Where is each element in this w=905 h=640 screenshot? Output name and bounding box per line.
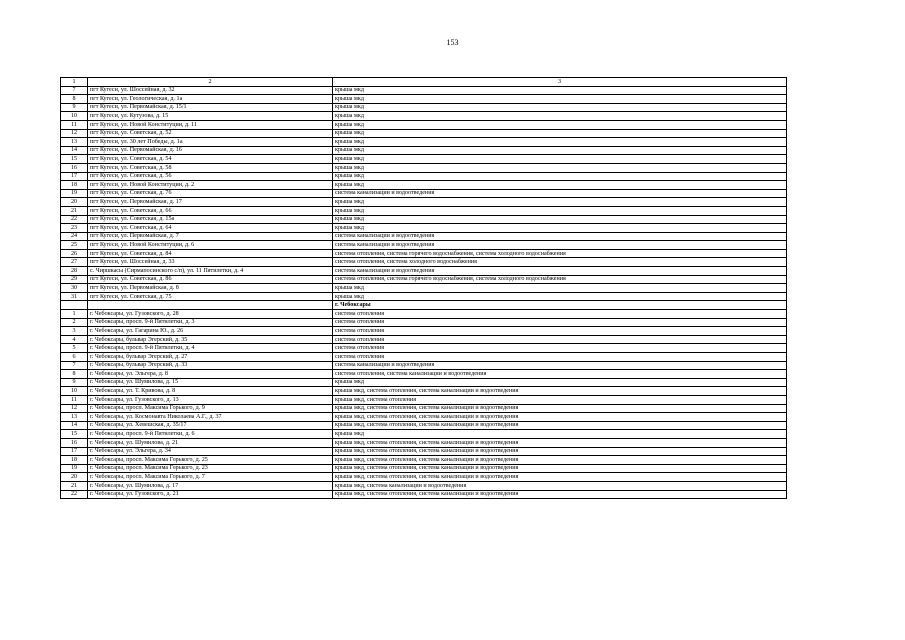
row-number: 19: [61, 189, 88, 198]
table-row: [61, 215, 787, 224]
address-cell: г. Чебоксары, ул. Т. Кривова, д. 8: [88, 387, 333, 396]
address-cell: пгт Кугеси, ул. Первомайская, д. 16: [88, 146, 333, 155]
work-type-cell: крыша мкд: [333, 172, 787, 181]
address-cell: г. Чебоксары, бульвар Эгерский, д. 35: [88, 335, 333, 344]
address-cell: пгт Кугеси, ул. Советская, д. 75: [88, 292, 333, 301]
address-cell: пгт Кугеси, ул. Кутузова, д. 15: [88, 112, 333, 121]
section-address-cell: [88, 301, 333, 310]
row-number: 7: [61, 86, 88, 95]
row-number: 14: [61, 421, 88, 430]
table-row: [61, 292, 787, 301]
row-number: 11: [61, 120, 88, 129]
table-row: [61, 447, 787, 456]
table-row: [61, 370, 787, 379]
address-cell: г. Чебоксары, ул. Гузовского, д. 21: [88, 490, 333, 499]
work-type-cell: система канализации и водоотведения: [333, 361, 787, 370]
address-cell: г. Чебоксары, просп. Максима Горького, д. 25: [88, 456, 333, 465]
address-cell: г. Чебоксары, бульвар Эгерский, д. 33: [88, 361, 333, 370]
row-number: 21: [61, 481, 88, 490]
table-row: [61, 163, 787, 172]
row-number: 10: [61, 112, 88, 121]
row-number: 14: [61, 146, 88, 155]
address-cell: г. Чебоксары, просп. Максима Горького, д. 23: [88, 464, 333, 473]
row-number: 20: [61, 473, 88, 482]
table-row: [61, 181, 787, 190]
table-row: [61, 353, 787, 362]
work-type-cell: крыша мкд: [333, 120, 787, 129]
table-row: [61, 103, 787, 112]
work-type-cell: крыша мкд: [333, 224, 787, 233]
row-number: 29: [61, 275, 88, 284]
work-type-cell: крыша мкд, система отопления, система канализации и водоотведения: [333, 421, 787, 430]
table-row: [61, 464, 787, 473]
table-row: [61, 258, 787, 267]
work-type-cell: система отопления, система горячего водоснабжения, система холодного водоснабжения: [333, 275, 787, 284]
address-cell: с. Чиршкасы (Сирмапосинского с/п), ул. 11 Пятилетки, д. 4: [88, 267, 333, 276]
work-type-cell: крыша мкд, система отопления, система канализации и водоотведения: [333, 404, 787, 413]
row-number: 24: [61, 232, 88, 241]
work-type-cell: крыша мкд: [333, 215, 787, 224]
row-number: 28: [61, 267, 88, 276]
work-type-cell: крыша мкд, система отопления, система канализации и водоотведения: [333, 387, 787, 396]
address-cell: г. Чебоксары, ул. Космонавта Николаева А.Г., д. 37: [88, 413, 333, 422]
address-cell: пгт Кугеси, ул. Шоссейная, д. 33: [88, 258, 333, 267]
work-type-cell: система канализации и водоотведения: [333, 189, 787, 198]
row-number: 18: [61, 181, 88, 190]
address-cell: г. Чебоксары, ул. Гузовского, д. 28: [88, 310, 333, 319]
row-number: 6: [61, 353, 88, 362]
row-number: 15: [61, 430, 88, 439]
address-cell: г. Чебоксары, ул. Эльгера, д. 34: [88, 447, 333, 456]
address-cell: г. Чебоксары, просп. 9-й Пятилетки, д. 4: [88, 344, 333, 353]
address-cell: г. Чебоксары, бульвар Эгерский, д. 27: [88, 353, 333, 362]
work-type-cell: крыша мкд: [333, 138, 787, 147]
work-type-cell: крыша мкд: [333, 430, 787, 439]
table-row: [61, 198, 787, 207]
table-row: [61, 224, 787, 233]
address-cell: пгт Кугеси, ул. Советская, д. 84: [88, 249, 333, 258]
table-row: [61, 232, 787, 241]
row-number: 9: [61, 103, 88, 112]
table-row: [61, 241, 787, 250]
table-row: [61, 310, 787, 319]
address-cell: г. Чебоксары, просп. 9-й Пятилетки, д. 6: [88, 430, 333, 439]
row-number: 11: [61, 395, 88, 404]
table-row: [61, 361, 787, 370]
address-cell: пгт Кугеси, ул. Советская, д. 15а: [88, 215, 333, 224]
address-cell: пгт Кугеси, ул. Новой Конституции, д. 11: [88, 120, 333, 129]
address-cell: г. Чебоксары, ул. Гагарина Ю., д. 26: [88, 327, 333, 336]
work-type-cell: крыша мкд: [333, 206, 787, 215]
work-type-cell: крыша мкд, система канализации и водоотведения: [333, 481, 787, 490]
address-cell: г. Чебоксары, просп. 9-й Пятилетки, д. 3: [88, 318, 333, 327]
address-cell: пгт Кугеси, ул. Советская, д. 54: [88, 155, 333, 164]
address-cell: г. Чебоксары, ул. Эльгера, д. 8: [88, 370, 333, 379]
table-header-row: [61, 78, 787, 87]
row-number: 27: [61, 258, 88, 267]
address-cell: пгт Кугеси, ул. Советская, д. 52: [88, 129, 333, 138]
table-row: [61, 413, 787, 422]
section-number-cell: [61, 301, 88, 310]
row-number: 21: [61, 206, 88, 215]
header-col-3: 3: [333, 78, 787, 87]
work-type-cell: крыша мкд, система отопления, система канализации и водоотведения: [333, 490, 787, 499]
address-cell: пгт Кугеси, ул. Советская, д. 56: [88, 172, 333, 181]
row-number: 16: [61, 438, 88, 447]
row-number: 9: [61, 378, 88, 387]
row-number: 5: [61, 344, 88, 353]
row-number: 25: [61, 241, 88, 250]
address-cell: г. Чебоксары, просп. Максима Горького, д. 9: [88, 404, 333, 413]
row-number: 12: [61, 129, 88, 138]
work-type-cell: крыша мкд: [333, 112, 787, 121]
row-number: 31: [61, 292, 88, 301]
table-row: [61, 456, 787, 465]
row-number: 17: [61, 172, 88, 181]
table-row: [61, 249, 787, 258]
table-row: [61, 267, 787, 276]
address-cell: пгт Кугеси, ул. Новой Конституции, д. 2: [88, 181, 333, 190]
row-number: 19: [61, 464, 88, 473]
address-cell: пгт Кугеси, ул. Геологическая, д. 1а: [88, 95, 333, 104]
address-cell: пгт Кугеси, ул. Первомайская, д. 15/1: [88, 103, 333, 112]
work-type-cell: система отопления: [333, 344, 787, 353]
work-type-cell: система отопления: [333, 327, 787, 336]
table-row: [61, 387, 787, 396]
header-col-2: 2: [88, 78, 333, 87]
row-number: 22: [61, 215, 88, 224]
row-number: 13: [61, 138, 88, 147]
work-type-cell: крыша мкд: [333, 163, 787, 172]
table-row: [61, 138, 787, 147]
address-cell: г. Чебоксары, просп. Максима Горького, д. 7: [88, 473, 333, 482]
table-row: [61, 481, 787, 490]
table-row: [61, 430, 787, 439]
table-row: [61, 155, 787, 164]
work-type-cell: система отопления: [333, 335, 787, 344]
page-number: 153: [446, 38, 459, 47]
row-number: 15: [61, 155, 88, 164]
table-row: [61, 318, 787, 327]
row-number: 10: [61, 387, 88, 396]
table-row: [61, 172, 787, 181]
row-number: 13: [61, 413, 88, 422]
row-number: 8: [61, 95, 88, 104]
row-number: 12: [61, 404, 88, 413]
work-type-cell: система канализации и водоотведения: [333, 267, 787, 276]
work-type-cell: крыша мкд: [333, 155, 787, 164]
work-type-cell: система отопления, система канализации и водоотведения: [333, 370, 787, 379]
row-number: 4: [61, 335, 88, 344]
work-type-cell: система отопления: [333, 318, 787, 327]
row-number: 23: [61, 224, 88, 233]
work-type-cell: система отопления: [333, 310, 787, 319]
row-number: 7: [61, 361, 88, 370]
table-row: [61, 129, 787, 138]
work-type-cell: крыша мкд, система отопления, система канализации и водоотведения: [333, 473, 787, 482]
work-type-cell: крыша мкд, система отопления, система канализации и водоотведения: [333, 438, 787, 447]
work-type-cell: крыша мкд: [333, 198, 787, 207]
work-type-cell: крыша мкд: [333, 292, 787, 301]
table-row: [61, 335, 787, 344]
address-cell: пгт Кугеси, ул. Первомайская, д. 8: [88, 284, 333, 293]
table-row: [61, 404, 787, 413]
work-type-cell: система канализации и водоотведения: [333, 232, 787, 241]
header-col-1: 1: [61, 78, 88, 87]
row-number: 22: [61, 490, 88, 499]
table-row: [61, 146, 787, 155]
table-row: [61, 275, 787, 284]
work-type-cell: крыша мкд, система отопления: [333, 395, 787, 404]
row-number: 1: [61, 310, 88, 319]
row-number: 18: [61, 456, 88, 465]
address-cell: г. Чебоксары, ул. Хевешская, д. 35/17: [88, 421, 333, 430]
work-type-cell: крыша мкд, система отопления, система канализации и водоотведения: [333, 413, 787, 422]
table-row: [61, 438, 787, 447]
row-number: 26: [61, 249, 88, 258]
work-type-cell: крыша мкд, система отопления, система канализации и водоотведения: [333, 464, 787, 473]
work-type-cell: система канализации и водоотведения: [333, 241, 787, 250]
address-cell: пгт Кугеси, ул. Советская, д. 86: [88, 275, 333, 284]
table-row: [61, 490, 787, 499]
table-row: [61, 95, 787, 104]
work-type-cell: система отопления, система холодного водоснабжения: [333, 258, 787, 267]
address-cell: пгт Кугеси, ул. Первомайская, д. 7: [88, 232, 333, 241]
section-title: г. Чебоксары: [333, 301, 787, 310]
address-cell: пгт Кугеси, ул. Советская, д. 64: [88, 224, 333, 233]
address-cell: пгт Кугеси, ул. Советская, д. 66: [88, 206, 333, 215]
work-type-cell: крыша мкд: [333, 146, 787, 155]
address-cell: пгт Кугеси, ул. Первомайская, д. 17: [88, 198, 333, 207]
work-type-cell: крыша мкд: [333, 86, 787, 95]
address-cell: г. Чебоксары, ул. Гузовского, д. 13: [88, 395, 333, 404]
work-type-cell: крыша мкд: [333, 284, 787, 293]
table-row: [61, 421, 787, 430]
work-type-cell: крыша мкд: [333, 181, 787, 190]
row-number: 3: [61, 327, 88, 336]
address-cell: пгт Кугеси, ул. Советская, д. 76: [88, 189, 333, 198]
work-type-cell: крыша мкд, система отопления, система канализации и водоотведения: [333, 456, 787, 465]
table-row: [61, 378, 787, 387]
address-cell: г. Чебоксары, ул. Шумилова, д. 17: [88, 481, 333, 490]
row-number: 2: [61, 318, 88, 327]
address-cell: пгт Кугеси, ул. Шоссейная, д. 32: [88, 86, 333, 95]
row-number: 8: [61, 370, 88, 379]
repair-schedule-table: [60, 77, 787, 499]
work-type-cell: крыша мкд: [333, 378, 787, 387]
row-number: 17: [61, 447, 88, 456]
work-type-cell: система отопления: [333, 353, 787, 362]
work-type-cell: крыша мкд, система отопления, система канализации и водоотведения: [333, 447, 787, 456]
row-number: 20: [61, 198, 88, 207]
table-row: [61, 120, 787, 129]
table-row: [61, 112, 787, 121]
section-row: [61, 301, 787, 310]
address-cell: г. Чебоксары, ул. Шумилова, д. 15: [88, 378, 333, 387]
address-cell: г. Чебоксары, ул. Шумилова, д. 21: [88, 438, 333, 447]
work-type-cell: система отопления, система горячего водоснабжения, система холодного водоснабжения: [333, 249, 787, 258]
address-cell: пгт Кугеси, ул. Советская, д. 58: [88, 163, 333, 172]
work-type-cell: крыша мкд: [333, 103, 787, 112]
table-row: [61, 473, 787, 482]
address-cell: пгт Кугеси, ул. Новой Конституции, д. 6: [88, 241, 333, 250]
address-cell: пгт Кугеси, ул. 30 лет Победы, д. 1а: [88, 138, 333, 147]
table-row: [61, 189, 787, 198]
table-row: [61, 327, 787, 336]
work-type-cell: крыша мкд: [333, 129, 787, 138]
table-row: [61, 344, 787, 353]
row-number: 16: [61, 163, 88, 172]
table-row: [61, 86, 787, 95]
table-row: [61, 284, 787, 293]
work-type-cell: крыша мкд: [333, 95, 787, 104]
table-row: [61, 206, 787, 215]
table-row: [61, 395, 787, 404]
row-number: 30: [61, 284, 88, 293]
